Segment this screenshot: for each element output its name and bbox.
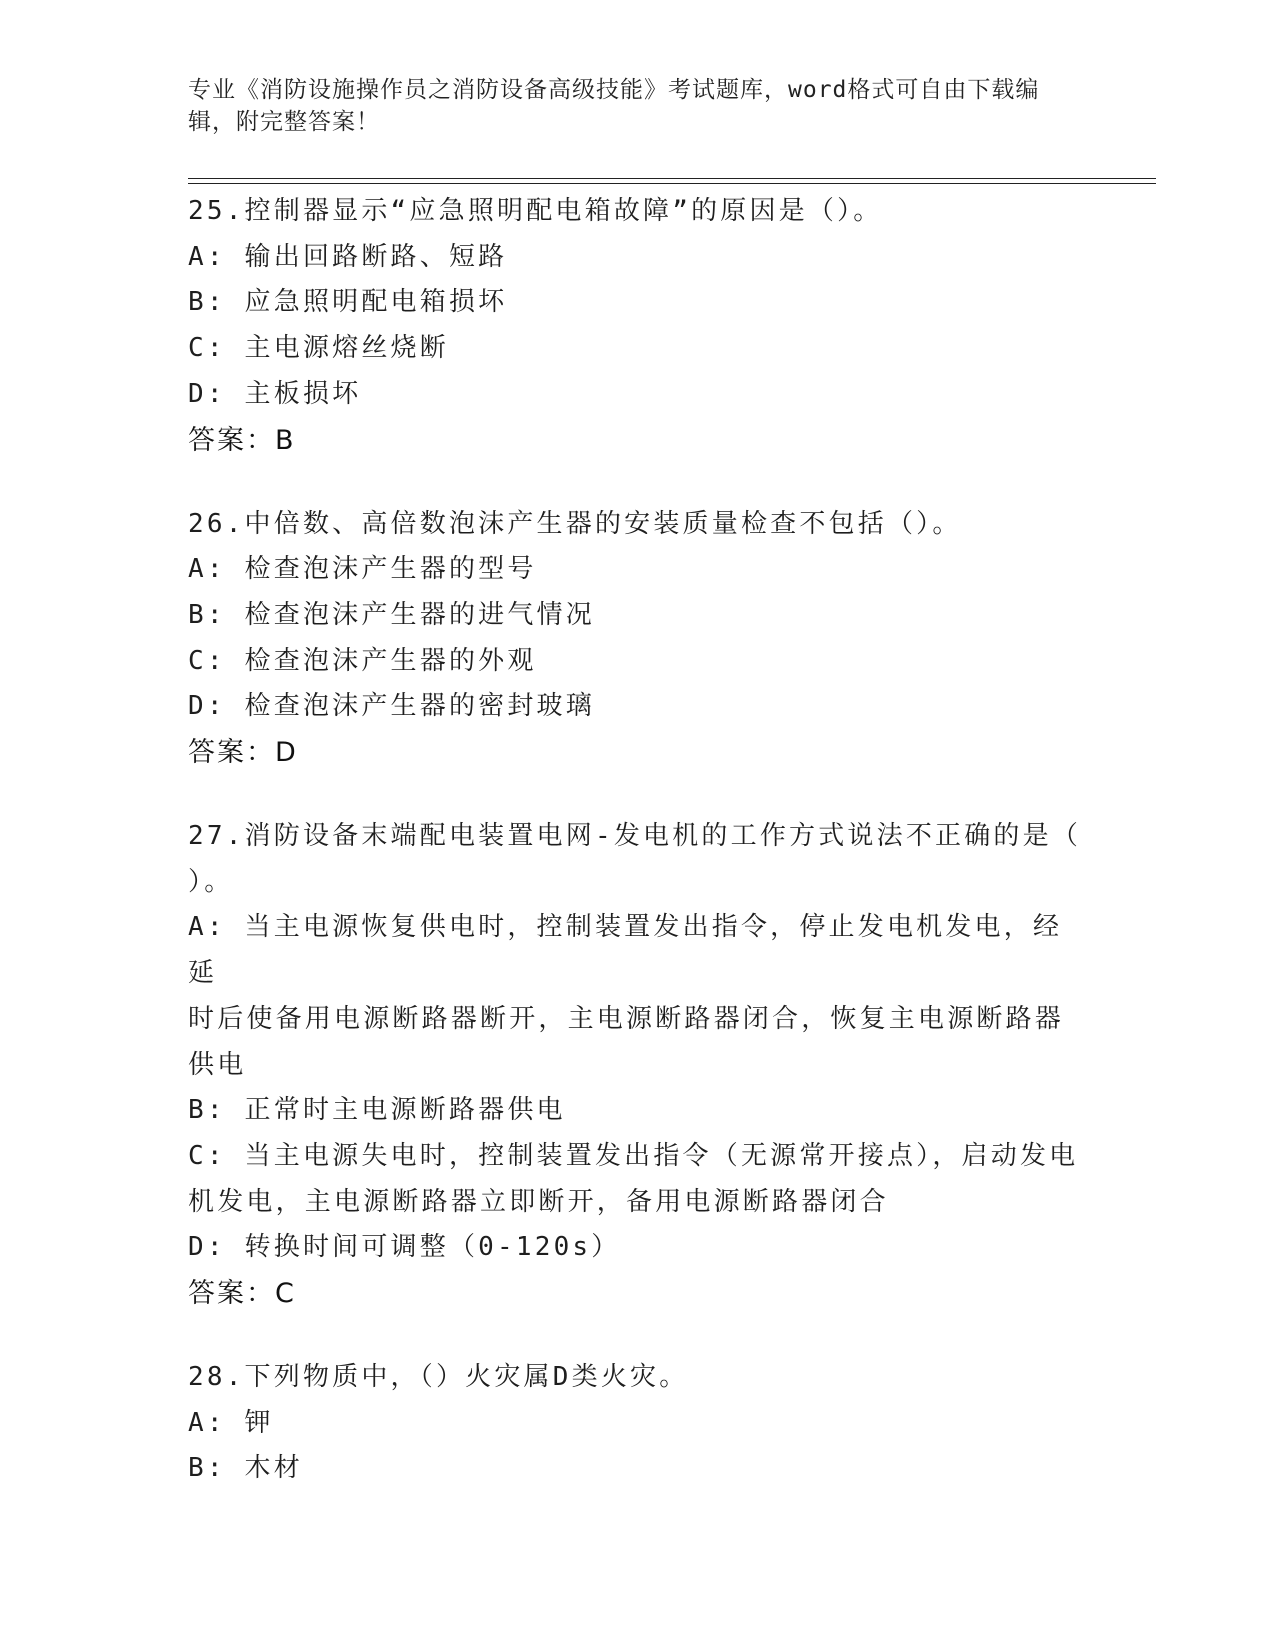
answer-option: C: 主电源熔丝烧断 <box>188 333 449 364</box>
header-line: 辑，附完整答案！ <box>188 109 380 135</box>
answer-option: 时后使备用电源断路器断开，主电源断路器闭合，恢复主电源断路器 <box>188 1003 1065 1034</box>
question-stem: 27.消防设备末端配电装置电网-发电机的工作方式说法不正确的是（ <box>188 821 1082 852</box>
answer-option: D: 检查泡沫产生器的密封玻璃 <box>188 691 595 722</box>
answer-option: B: 正常时主电源断路器供电 <box>188 1095 566 1126</box>
question-stem: ）。 <box>188 866 234 897</box>
correct-answer: 答案：D <box>188 737 298 769</box>
question-block <box>188 189 1088 464</box>
answer-option: B: 检查泡沫产生器的进气情况 <box>188 599 595 630</box>
question-stem: 26.中倍数、高倍数泡沫产生器的安装质量检查不包括（）。 <box>188 508 962 539</box>
answer-option: A: 当主电源恢复供电时，控制装置发出指令，停止发电机发电，经延 <box>188 912 1063 989</box>
header-divider <box>188 183 1156 184</box>
correct-answer: 答案：C <box>188 1278 296 1310</box>
answer-option: B: 应急照明配电箱损坏 <box>188 287 508 318</box>
question-stem: 25.控制器显示“应急照明配电箱故障”的原因是（）。 <box>188 196 883 226</box>
answer-option: D: 主板损坏 <box>188 378 362 409</box>
correct-answer: 答案：B <box>188 424 296 456</box>
answer-option: C: 检查泡沫产生器的外观 <box>188 645 537 676</box>
answer-option: A: 检查泡沫产生器的型号 <box>188 554 537 585</box>
answer-option: A: 钾 <box>188 1407 274 1438</box>
question-stem: 28.下列物质中，（）火灾属D类火灾。 <box>188 1362 689 1393</box>
answer-option: 供电 <box>188 1049 247 1080</box>
question-block <box>188 814 1088 1317</box>
question-block <box>188 1355 1088 1492</box>
header-divider <box>188 178 1156 179</box>
answer-option: B: 木材 <box>188 1453 303 1484</box>
answer-option: 机发电，主电源断路器立即断开，备用电源断路器闭合 <box>188 1186 889 1217</box>
header-line: 专业《消防设施操作员之消防设备高级技能》考试题库，word格式可自由下载编 <box>188 77 1040 103</box>
question-list <box>188 189 1088 1530</box>
answer-option: A: 输出回路断路、短路 <box>188 241 508 272</box>
answer-option: D: 转换时间可调整（0-120s） <box>188 1232 621 1263</box>
answer-option: C: 当主电源失电时，控制装置发出指令（无源常开接点），启动发电 <box>188 1140 1079 1171</box>
document-header <box>188 74 1088 138</box>
question-block <box>188 502 1088 777</box>
